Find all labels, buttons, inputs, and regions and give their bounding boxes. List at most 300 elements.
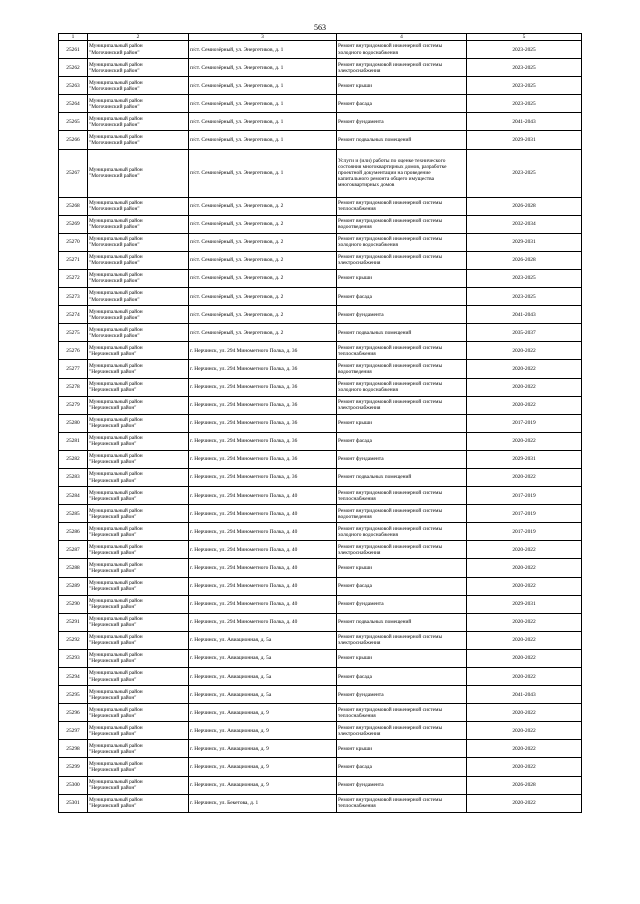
district-line: "Могочинский район" bbox=[89, 242, 140, 249]
work-type-cell bbox=[337, 378, 467, 396]
table-row bbox=[59, 197, 582, 215]
district-cell bbox=[88, 649, 189, 667]
work-type-cell bbox=[337, 487, 467, 505]
work-type-line: Ремонт внутридомовой инженерной системы bbox=[338, 254, 443, 261]
work-type-line: Ремонт внутридомовой инженерной системы bbox=[338, 61, 443, 68]
address-cell: п/ст. Семиозёрный, ул. Энергетиков, д. 1 bbox=[189, 149, 337, 197]
period-cell: 2023-2025 bbox=[467, 149, 582, 197]
district-line: Муниципальный район bbox=[89, 724, 143, 731]
work-type-line: Ремонт внутридомовой инженерной системы bbox=[338, 706, 443, 713]
district-line: "Нерчинский район" bbox=[89, 350, 137, 357]
period-cell: 2041-2043 bbox=[467, 306, 582, 324]
period-cell: 2020-2022 bbox=[467, 740, 582, 758]
work-type-cell bbox=[337, 414, 467, 432]
district-cell bbox=[88, 740, 189, 758]
period-cell: 2032-2034 bbox=[467, 215, 582, 233]
period-cell: 2029-2031 bbox=[467, 450, 582, 468]
work-type-line: холодного водоснабжения bbox=[338, 242, 398, 249]
district-line: Муниципальный район bbox=[89, 616, 143, 623]
column-header: 4 bbox=[337, 34, 467, 41]
period-cell: 2026-2028 bbox=[467, 776, 582, 794]
column-header: 1 bbox=[59, 34, 88, 41]
table-row bbox=[59, 396, 582, 414]
district-cell bbox=[88, 595, 189, 613]
district-line: Муниципальный район bbox=[89, 453, 143, 460]
record-number-cell: 25279 bbox=[59, 396, 88, 414]
period-cell: 2026-2028 bbox=[467, 197, 582, 215]
work-type-cell bbox=[337, 95, 467, 113]
period-cell: 2041-2043 bbox=[467, 113, 582, 131]
overhaul-schedule-table bbox=[58, 33, 582, 813]
district-line: Муниципальный район bbox=[89, 634, 143, 641]
district-line: "Нерчинский район" bbox=[89, 441, 137, 448]
work-type-cell bbox=[337, 468, 467, 486]
work-type-line: Ремонт крыши bbox=[338, 420, 372, 427]
address-cell: г. Нерчинск, ул. Авиационная, д. 5а bbox=[189, 631, 337, 649]
work-type-line: Ремонт внутридомовой инженерной системы bbox=[338, 724, 443, 731]
district-line: "Нерчинский район" bbox=[89, 712, 137, 719]
district-line: Муниципальный район bbox=[89, 688, 143, 695]
district-cell bbox=[88, 523, 189, 541]
table-row bbox=[59, 668, 582, 686]
record-number-cell: 25292 bbox=[59, 631, 88, 649]
district-cell bbox=[88, 450, 189, 468]
record-number-cell: 25272 bbox=[59, 269, 88, 287]
district-cell bbox=[88, 559, 189, 577]
table-row bbox=[59, 269, 582, 287]
district-line: "Могочинский район" bbox=[89, 314, 140, 321]
district-line: Муниципальный район bbox=[89, 525, 143, 532]
district-line: "Могочинский район" bbox=[89, 278, 140, 285]
table-row bbox=[59, 686, 582, 704]
work-type-cell bbox=[337, 722, 467, 740]
record-number-cell: 25268 bbox=[59, 197, 88, 215]
work-type-line: Ремонт внутридомовой инженерной системы bbox=[338, 236, 443, 243]
work-type-cell bbox=[337, 776, 467, 794]
record-number-cell: 25296 bbox=[59, 704, 88, 722]
address-cell: г. Нерчинск, ул. Авиационная, д. 9 bbox=[189, 740, 337, 758]
district-cell bbox=[88, 613, 189, 631]
district-cell bbox=[88, 113, 189, 131]
district-line: Муниципальный район bbox=[89, 652, 143, 659]
address-cell: г. Нерчинск, ул. Авиационная, д. 9 bbox=[189, 758, 337, 776]
work-type-line: Ремонт внутридомовой инженерной системы bbox=[338, 525, 443, 532]
address-cell: п/ст. Семиозёрный, ул. Энергетиков, д. 1 bbox=[189, 131, 337, 149]
work-type-line: водоотведения bbox=[338, 224, 372, 231]
district-line: "Могочинский район" bbox=[89, 296, 140, 303]
district-cell bbox=[88, 686, 189, 704]
work-type-cell bbox=[337, 113, 467, 131]
district-line: Муниципальный район bbox=[89, 507, 143, 514]
work-type-line: Ремонт внутридомовой инженерной системы bbox=[338, 218, 443, 225]
record-number-cell: 25264 bbox=[59, 95, 88, 113]
address-cell: п/ст. Семиозёрный, ул. Энергетиков, д. 2 bbox=[189, 306, 337, 324]
district-line: "Нерчинский район" bbox=[89, 513, 137, 520]
work-type-line: Ремонт крыши bbox=[338, 655, 372, 662]
work-type-cell bbox=[337, 704, 467, 722]
table-row bbox=[59, 342, 582, 360]
work-type-line: Ремонт подвальных помещений bbox=[338, 136, 412, 143]
district-line: "Могочинский район" bbox=[89, 260, 140, 267]
work-type-line: Ремонт фундамента bbox=[338, 311, 384, 318]
district-line: Муниципальный район bbox=[89, 579, 143, 586]
record-number-cell: 25280 bbox=[59, 414, 88, 432]
work-type-line: теплоснабжения bbox=[338, 206, 376, 213]
work-type-line: Ремонт внутридомовой инженерной системы bbox=[338, 797, 443, 804]
work-type-line: электроснабжения bbox=[338, 640, 381, 647]
district-cell bbox=[88, 505, 189, 523]
district-line: Муниципальный район bbox=[89, 115, 143, 122]
work-type-line: Ремонт фундамента bbox=[338, 601, 384, 608]
record-number-cell: 25288 bbox=[59, 559, 88, 577]
district-line: "Нерчинский район" bbox=[89, 387, 137, 394]
table-row bbox=[59, 523, 582, 541]
table-row bbox=[59, 613, 582, 631]
period-cell: 2041-2043 bbox=[467, 686, 582, 704]
work-type-line: Ремонт фасада bbox=[338, 438, 372, 445]
address-cell: г. Нерчинск, ул. 294 Минометного Полка, д. 40 bbox=[189, 613, 337, 631]
period-cell: 2026-2028 bbox=[467, 251, 582, 269]
record-number-cell: 25281 bbox=[59, 432, 88, 450]
address-cell: п/ст. Семиозёрный, ул. Энергетиков, д. 1 bbox=[189, 59, 337, 77]
table-row bbox=[59, 758, 582, 776]
period-cell: 2020-2022 bbox=[467, 668, 582, 686]
work-type-line: Ремонт фасада bbox=[338, 673, 372, 680]
table-row bbox=[59, 324, 582, 342]
district-line: Муниципальный район bbox=[89, 742, 143, 749]
work-type-cell bbox=[337, 595, 467, 613]
district-line: Муниципальный район bbox=[89, 97, 143, 104]
record-number-cell: 25291 bbox=[59, 613, 88, 631]
address-cell: п/ст. Семиозёрный, ул. Энергетиков, д. 1 bbox=[189, 77, 337, 95]
district-line: Муниципальный район bbox=[89, 272, 143, 279]
district-line: Муниципальный район bbox=[89, 417, 143, 424]
work-type-cell bbox=[337, 324, 467, 342]
period-cell: 2035-2037 bbox=[467, 324, 582, 342]
address-cell: п/ст. Семиозёрный, ул. Энергетиков, д. 2 bbox=[189, 233, 337, 251]
table-row bbox=[59, 794, 582, 812]
table-row bbox=[59, 149, 582, 197]
district-line: "Нерчинский район" bbox=[89, 803, 137, 810]
record-number-cell: 25285 bbox=[59, 505, 88, 523]
work-type-cell bbox=[337, 686, 467, 704]
work-type-cell bbox=[337, 649, 467, 667]
period-cell: 2020-2022 bbox=[467, 704, 582, 722]
column-number-header-row bbox=[59, 34, 582, 41]
work-type-cell bbox=[337, 197, 467, 215]
period-cell: 2020-2022 bbox=[467, 649, 582, 667]
work-type-line: электроснабжения bbox=[338, 549, 381, 556]
table-row bbox=[59, 59, 582, 77]
work-type-cell bbox=[337, 396, 467, 414]
period-cell: 2029-2031 bbox=[467, 131, 582, 149]
district-line: "Нерчинский район" bbox=[89, 785, 137, 792]
period-cell: 2020-2022 bbox=[467, 722, 582, 740]
address-cell: г. Нерчинск, ул. Авиационная, д. 5а bbox=[189, 668, 337, 686]
work-type-line: теплоснабжения bbox=[338, 495, 376, 502]
district-line: "Нерчинский район" bbox=[89, 694, 137, 701]
work-type-line: теплоснабжения bbox=[338, 350, 376, 357]
district-line: "Нерчинский район" bbox=[89, 477, 137, 484]
work-type-line: теплоснабжения bbox=[338, 712, 376, 719]
address-cell: п/ст. Семиозёрный, ул. Энергетиков, д. 1 bbox=[189, 41, 337, 59]
address-cell: г. Нерчинск, ул. Авиационная, д. 9 bbox=[189, 704, 337, 722]
column-header: 5 bbox=[467, 34, 582, 41]
district-line: Муниципальный район bbox=[89, 254, 143, 261]
address-cell: п/ст. Семиозёрный, ул. Энергетиков, д. 2 bbox=[189, 197, 337, 215]
district-line: Муниципальный район bbox=[89, 598, 143, 605]
record-number-cell: 25290 bbox=[59, 595, 88, 613]
district-cell bbox=[88, 396, 189, 414]
district-line: "Нерчинский район" bbox=[89, 549, 137, 556]
work-type-line: Ремонт крыши bbox=[338, 745, 372, 752]
district-line: Муниципальный район bbox=[89, 435, 143, 442]
district-cell bbox=[88, 95, 189, 113]
district-line: "Нерчинский район" bbox=[89, 531, 137, 538]
district-cell bbox=[88, 541, 189, 559]
record-number-cell: 25284 bbox=[59, 487, 88, 505]
work-type-cell bbox=[337, 59, 467, 77]
address-cell: г. Нерчинск, ул. 294 Минометного Полка, д. 36 bbox=[189, 342, 337, 360]
address-cell: г. Нерчинск, ул. 294 Минометного Полка, д. 40 bbox=[189, 595, 337, 613]
district-cell bbox=[88, 468, 189, 486]
record-number-cell: 25298 bbox=[59, 740, 88, 758]
period-cell: 2020-2022 bbox=[467, 541, 582, 559]
district-cell bbox=[88, 487, 189, 505]
address-cell: г. Нерчинск, ул. 294 Минометного Полка, д. 36 bbox=[189, 378, 337, 396]
record-number-cell: 25297 bbox=[59, 722, 88, 740]
district-cell bbox=[88, 197, 189, 215]
work-type-cell bbox=[337, 523, 467, 541]
district-line: "Нерчинский район" bbox=[89, 459, 137, 466]
period-cell: 2020-2022 bbox=[467, 613, 582, 631]
district-line: Муниципальный район bbox=[89, 344, 143, 351]
address-cell: г. Нерчинск, ул. 294 Минометного Полка, д. 36 bbox=[189, 414, 337, 432]
district-line: "Нерчинский район" bbox=[89, 604, 137, 611]
period-cell: 2029-2031 bbox=[467, 595, 582, 613]
work-type-cell bbox=[337, 505, 467, 523]
record-number-cell: 25295 bbox=[59, 686, 88, 704]
work-type-line: Ремонт фундамента bbox=[338, 118, 384, 125]
period-cell: 2020-2022 bbox=[467, 468, 582, 486]
work-type-cell bbox=[337, 794, 467, 812]
work-type-line: проектной документации на проведение bbox=[338, 170, 431, 177]
work-type-line: Ремонт внутридомовой инженерной системы bbox=[338, 543, 443, 550]
column-header: 2 bbox=[88, 34, 189, 41]
work-type-line: Ремонт подвальных помещений bbox=[338, 619, 412, 626]
work-type-line: многоквартирных домов bbox=[338, 182, 395, 189]
record-number-cell: 25299 bbox=[59, 758, 88, 776]
work-type-cell bbox=[337, 77, 467, 95]
district-cell bbox=[88, 131, 189, 149]
address-cell: г. Нерчинск, ул. Авиационная, д. 9 bbox=[189, 776, 337, 794]
district-line: "Нерчинский район" bbox=[89, 640, 137, 647]
work-type-cell bbox=[337, 432, 467, 450]
work-type-line: Ремонт фундамента bbox=[338, 782, 384, 789]
work-type-cell bbox=[337, 288, 467, 306]
district-line: "Могочинский район" bbox=[89, 67, 140, 74]
work-type-line: холодного водоснабжения bbox=[338, 49, 398, 56]
work-type-line: водоотведения bbox=[338, 513, 372, 520]
record-number-cell: 25286 bbox=[59, 523, 88, 541]
record-number-cell: 25282 bbox=[59, 450, 88, 468]
work-type-line: капитального ремонта общего имущества bbox=[338, 176, 434, 183]
district-cell bbox=[88, 631, 189, 649]
work-type-cell bbox=[337, 215, 467, 233]
page-number: 563 bbox=[314, 23, 326, 32]
table-row bbox=[59, 722, 582, 740]
address-cell: п/ст. Семиозёрный, ул. Энергетиков, д. 2 bbox=[189, 251, 337, 269]
work-type-line: Ремонт крыши bbox=[338, 82, 372, 89]
district-cell bbox=[88, 668, 189, 686]
period-cell: 2020-2022 bbox=[467, 559, 582, 577]
district-line: "Нерчинский район" bbox=[89, 567, 137, 574]
district-line: "Могочинский район" bbox=[89, 224, 140, 231]
district-line: "Могочинский район" bbox=[89, 206, 140, 213]
work-type-line: Ремонт фундамента bbox=[338, 456, 384, 463]
table-row bbox=[59, 288, 582, 306]
district-line: Муниципальный район bbox=[89, 543, 143, 550]
address-cell: г. Нерчинск, ул. Авиационная, д. 5а bbox=[189, 649, 337, 667]
district-line: Муниципальный район bbox=[89, 471, 143, 478]
district-line: Муниципальный район bbox=[89, 290, 143, 297]
district-line: Муниципальный район bbox=[89, 706, 143, 713]
period-cell: 2017-2019 bbox=[467, 414, 582, 432]
work-type-cell bbox=[337, 131, 467, 149]
district-line: Муниципальный район bbox=[89, 218, 143, 225]
district-line: "Нерчинский район" bbox=[89, 622, 137, 629]
record-number-cell: 25287 bbox=[59, 541, 88, 559]
work-type-cell bbox=[337, 149, 467, 197]
work-type-cell bbox=[337, 668, 467, 686]
period-cell: 2020-2022 bbox=[467, 396, 582, 414]
table-row bbox=[59, 541, 582, 559]
district-line: Муниципальный район bbox=[89, 200, 143, 207]
table-row bbox=[59, 559, 582, 577]
work-type-line: Ремонт внутридомовой инженерной системы bbox=[338, 362, 443, 369]
address-cell: г. Нерчинск, ул. Авиационная, д. 9 bbox=[189, 722, 337, 740]
district-cell bbox=[88, 306, 189, 324]
table-row bbox=[59, 505, 582, 523]
district-line: "Могочинский район" bbox=[89, 173, 140, 180]
work-type-line: электроснабжения bbox=[338, 405, 381, 412]
work-type-cell bbox=[337, 342, 467, 360]
district-line: Муниципальный район bbox=[89, 362, 143, 369]
period-cell: 2020-2022 bbox=[467, 758, 582, 776]
period-cell: 2023-2025 bbox=[467, 41, 582, 59]
address-cell: п/ст. Семиозёрный, ул. Энергетиков, д. 2 bbox=[189, 215, 337, 233]
work-type-line: Ремонт фасада bbox=[338, 100, 372, 107]
work-type-line: Ремонт внутридомовой инженерной системы bbox=[338, 380, 443, 387]
district-line: Муниципальный район bbox=[89, 79, 143, 86]
work-type-line: электроснабжения bbox=[338, 67, 381, 74]
record-number-cell: 25301 bbox=[59, 794, 88, 812]
district-line: "Нерчинский район" bbox=[89, 767, 137, 774]
period-cell: 2020-2022 bbox=[467, 432, 582, 450]
record-number-cell: 25265 bbox=[59, 113, 88, 131]
table-row bbox=[59, 41, 582, 59]
work-type-line: холодного водоснабжения bbox=[338, 531, 398, 538]
district-cell bbox=[88, 149, 189, 197]
period-cell: 2023-2025 bbox=[467, 269, 582, 287]
district-cell bbox=[88, 432, 189, 450]
address-cell: г. Нерчинск, ул. 294 Минометного Полка, д. 40 bbox=[189, 541, 337, 559]
district-cell bbox=[88, 77, 189, 95]
table-row bbox=[59, 251, 582, 269]
table-row bbox=[59, 233, 582, 251]
table-row bbox=[59, 631, 582, 649]
work-type-line: Ремонт подвальных помещений bbox=[338, 329, 412, 336]
table-row bbox=[59, 378, 582, 396]
table-row bbox=[59, 414, 582, 432]
record-number-cell: 25276 bbox=[59, 342, 88, 360]
district-line: Муниципальный район bbox=[89, 779, 143, 786]
table-row bbox=[59, 577, 582, 595]
work-type-line: электроснабжения bbox=[338, 260, 381, 267]
district-line: "Могочинский район" bbox=[89, 49, 140, 56]
period-cell: 2020-2022 bbox=[467, 631, 582, 649]
district-line: "Нерчинский район" bbox=[89, 676, 137, 683]
address-cell: г. Нерчинск, ул. 294 Минометного Полка, д. 40 bbox=[189, 559, 337, 577]
district-cell bbox=[88, 288, 189, 306]
work-type-line: Ремонт подвальных помещений bbox=[338, 474, 412, 481]
record-number-cell: 25289 bbox=[59, 577, 88, 595]
district-cell bbox=[88, 776, 189, 794]
address-cell: п/ст. Семиозёрный, ул. Энергетиков, д. 2 bbox=[189, 324, 337, 342]
record-number-cell: 25262 bbox=[59, 59, 88, 77]
period-cell: 2023-2025 bbox=[467, 59, 582, 77]
district-cell bbox=[88, 324, 189, 342]
district-line: "Нерчинский район" bbox=[89, 730, 137, 737]
work-type-cell bbox=[337, 577, 467, 595]
work-type-line: Ремонт крыши bbox=[338, 275, 372, 282]
district-line: "Нерчинский район" bbox=[89, 368, 137, 375]
record-number-cell: 25263 bbox=[59, 77, 88, 95]
work-type-cell bbox=[337, 306, 467, 324]
record-number-cell: 25294 bbox=[59, 668, 88, 686]
period-cell: 2020-2022 bbox=[467, 342, 582, 360]
work-type-line: Ремонт фасада bbox=[338, 763, 372, 770]
address-cell: г. Нерчинск, ул. 294 Минометного Полка, д. 40 bbox=[189, 505, 337, 523]
work-type-line: Ремонт внутридомовой инженерной системы bbox=[338, 634, 443, 641]
work-type-cell bbox=[337, 740, 467, 758]
work-type-line: Ремонт внутридомовой инженерной системы bbox=[338, 344, 443, 351]
district-line: "Нерчинский район" bbox=[89, 658, 137, 665]
district-line: "Могочинский район" bbox=[89, 140, 140, 147]
district-cell bbox=[88, 577, 189, 595]
period-cell: 2020-2022 bbox=[467, 794, 582, 812]
work-type-line: Ремонт фасада bbox=[338, 583, 372, 590]
work-type-line: Ремонт крыши bbox=[338, 564, 372, 571]
district-cell bbox=[88, 722, 189, 740]
address-cell: г. Нерчинск, ул. 294 Минометного Полка, д. 36 bbox=[189, 432, 337, 450]
table-row bbox=[59, 740, 582, 758]
work-type-line: теплоснабжения bbox=[338, 803, 376, 810]
work-type-line: электроснабжения bbox=[338, 730, 381, 737]
work-type-line: холодного водоснабжения bbox=[338, 387, 398, 394]
work-type-cell bbox=[337, 631, 467, 649]
address-cell: г. Нерчинск, ул. 294 Минометного Полка, д. 36 bbox=[189, 450, 337, 468]
record-number-cell: 25275 bbox=[59, 324, 88, 342]
district-cell bbox=[88, 758, 189, 776]
record-number-cell: 25283 bbox=[59, 468, 88, 486]
district-cell bbox=[88, 41, 189, 59]
address-cell: г. Нерчинск, ул. 294 Минометного Полка, д. 40 bbox=[189, 577, 337, 595]
work-type-line: Ремонт фасада bbox=[338, 293, 372, 300]
district-cell bbox=[88, 233, 189, 251]
district-cell bbox=[88, 704, 189, 722]
work-type-cell bbox=[337, 41, 467, 59]
